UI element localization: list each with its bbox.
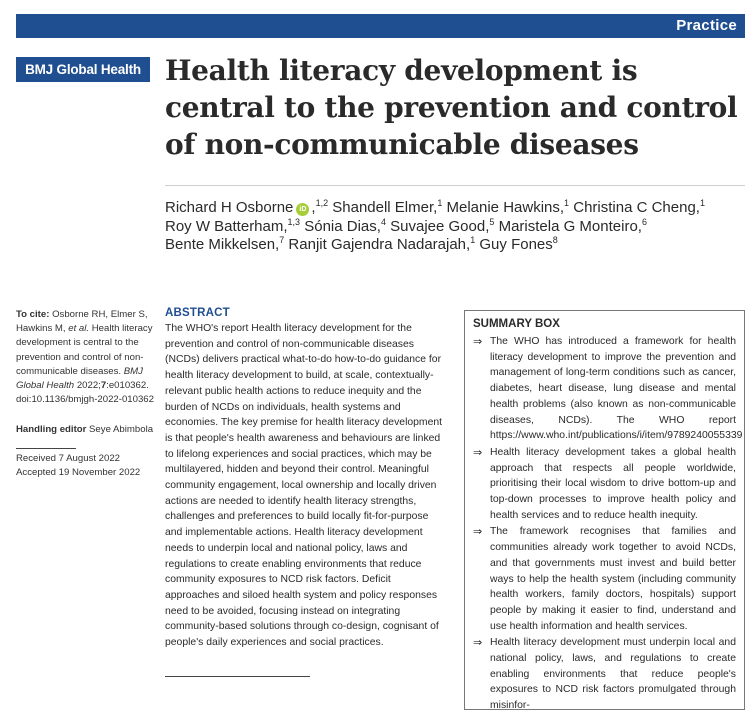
author-name[interactable]: Ranjit Gajendra Nadarajah,: [288, 236, 471, 253]
citation-block: [16, 308, 154, 407]
author-affiliation: 1: [437, 198, 443, 208]
summary-box: [464, 310, 745, 710]
author-name[interactable]: Bente Mikkelsen,: [165, 236, 280, 253]
author-name[interactable]: Maristela G Monteiro,: [498, 217, 642, 235]
title-divider: [165, 185, 745, 186]
summary-item-text: The WHO has introduced a framework for health literacy development to improve the prevention and management of long-term conditions such as cancer, diabetes, heart disease, lung disease and mental health problems (also known as non-communicable diseases, NCDs). The WHO report https://www.who.int/publications/i/item/9789240055339: [490, 336, 743, 442]
author-name[interactable]: Roy W Batterham,: [165, 217, 288, 235]
arrow-icon: ⇒: [473, 636, 483, 650]
cite-journal: BMJ Global Health: [16, 365, 143, 392]
accepted-date: Accepted 19 November 2022: [16, 466, 141, 478]
author-affiliation: 1,2: [315, 198, 329, 208]
cite-year: 2022;: [76, 380, 101, 392]
abstract-body: The WHO's report Health literacy development for the prevention and control of non-communicable diseases (NCDs) delivers practical what-to-do how-to-do guidance for health literacy development to build, at scale, contextually-relevant public health actions to reduce inequity and the burden of NCDs on individuals, health systems and economies. The key premise for health literacy development is that people's health awareness and behaviours are linked to lifelong experiences and social practices, which may be multilayered, hidden and beyond their control. Meaningful community engagement, local ownership and locally driven actions are needed to identify health literacy strengths, challenges and preferences to build locally fit-for-purpose and implementable actions. Health literacy development needs to underpin local and national policy, laws and regulations to create enabling environments that reduce community exposures to NCD risk factors. Deficit approaches and siloed health system and policy responses need to be avoided, focusing instead on integrating community-based solutions through co-design, cognisant of people's daily experiences and social practices.: [165, 323, 443, 649]
author-name[interactable]: Shandell Elmer,: [332, 199, 438, 216]
summary-item: [473, 334, 743, 444]
author-list: [165, 199, 750, 255]
abstract-heading: ABSTRACT: [165, 307, 230, 319]
summary-item: [473, 635, 736, 714]
arrow-icon: ⇒: [473, 525, 483, 539]
author-name[interactable]: Suvajee Good,: [390, 217, 490, 235]
dates-divider: [16, 448, 76, 449]
author-affiliation: 4: [380, 216, 386, 227]
author-name[interactable]: Richard H Osborne: [165, 199, 294, 216]
author-affiliation: 1,3: [287, 216, 301, 227]
orcid-icon[interactable]: iD: [296, 203, 309, 216]
summary-item: [473, 524, 736, 634]
cite-doi[interactable]: :e010362. doi:10.1136/bmjgh-2022-010362: [16, 380, 154, 406]
author-affiliation: 7: [279, 235, 285, 245]
journal-logo[interactable]: BMJ Global Health: [16, 57, 150, 82]
abstract-footnote-rule: [165, 676, 310, 677]
author-name[interactable]: Christina C Cheng,: [573, 199, 700, 216]
summary-item-text: Health literacy development must underpin local and national policy, laws, and regulations to create enabling environments that reduce people's exposures to NCD risk factors promulgated through misinfor-: [490, 637, 736, 712]
section-banner: [16, 14, 745, 38]
author-affiliation: 5: [489, 216, 495, 227]
cite-text: Health literacy development is central to the prevention and control of non-communicable diseases.: [16, 323, 153, 377]
cite-volume: 7: [100, 380, 107, 392]
cite-etal: et al.: [68, 323, 90, 335]
summary-list: [473, 334, 743, 714]
author-affiliation: 1: [470, 235, 476, 245]
cite-label: To cite:: [16, 309, 50, 320]
author-affiliation: 1: [564, 198, 570, 208]
summary-item: [473, 445, 736, 524]
summary-item-text: The framework recognises that families and communities already work together to avoid NCDs, and that governments must invest and build better ways to help the health system (including community health workers, family doctors, hospitals) support people by making it easier to find, understand and use health information and health services.: [490, 526, 736, 632]
author-affiliation: 1: [699, 198, 705, 208]
summary-item-text: Health literacy development takes a global health approach that respects all people worldwide, prioritising their local wisdom to drive bottom-up and top-down processes to improve health policy and health services and to reduce health inequity.: [490, 446, 736, 521]
abstract-section: [165, 307, 447, 651]
article-title: Health literacy development is central to the prevention and control of non-communicable diseases: [165, 54, 738, 161]
author-line-2: [165, 218, 750, 237]
author-name[interactable]: Melanie Hawkins,: [446, 199, 565, 216]
author-name[interactable]: Sónia Dias,: [304, 217, 381, 235]
handling-editor: [16, 423, 154, 437]
author-affiliation: 6: [641, 216, 647, 227]
cite-text: Osborne RH, Elmer S, Hawkins M,: [16, 309, 148, 335]
arrow-icon: ⇒: [473, 335, 483, 348]
handling-editor-label: Handling editor: [16, 424, 87, 436]
author-line-3: [165, 236, 750, 255]
author-affiliation: 8: [552, 235, 558, 245]
summary-heading: SUMMARY BOX: [473, 318, 560, 330]
author-name[interactable]: Guy Fones: [479, 236, 553, 253]
section-label: Practice: [676, 17, 737, 34]
arrow-icon: ⇒: [473, 445, 483, 459]
article-sidebar: [16, 308, 154, 480]
author-line-1: Richard H Osborne iD ,$^{1,2}$ Shandell Elmer,$^1$ Melanie Hawkins,$^1$ Christina C Cheng,$^1$: [165, 198, 705, 216]
handling-editor-name: Seye Abimbola: [89, 424, 154, 436]
received-date: Received 7 August 2022: [16, 452, 121, 464]
